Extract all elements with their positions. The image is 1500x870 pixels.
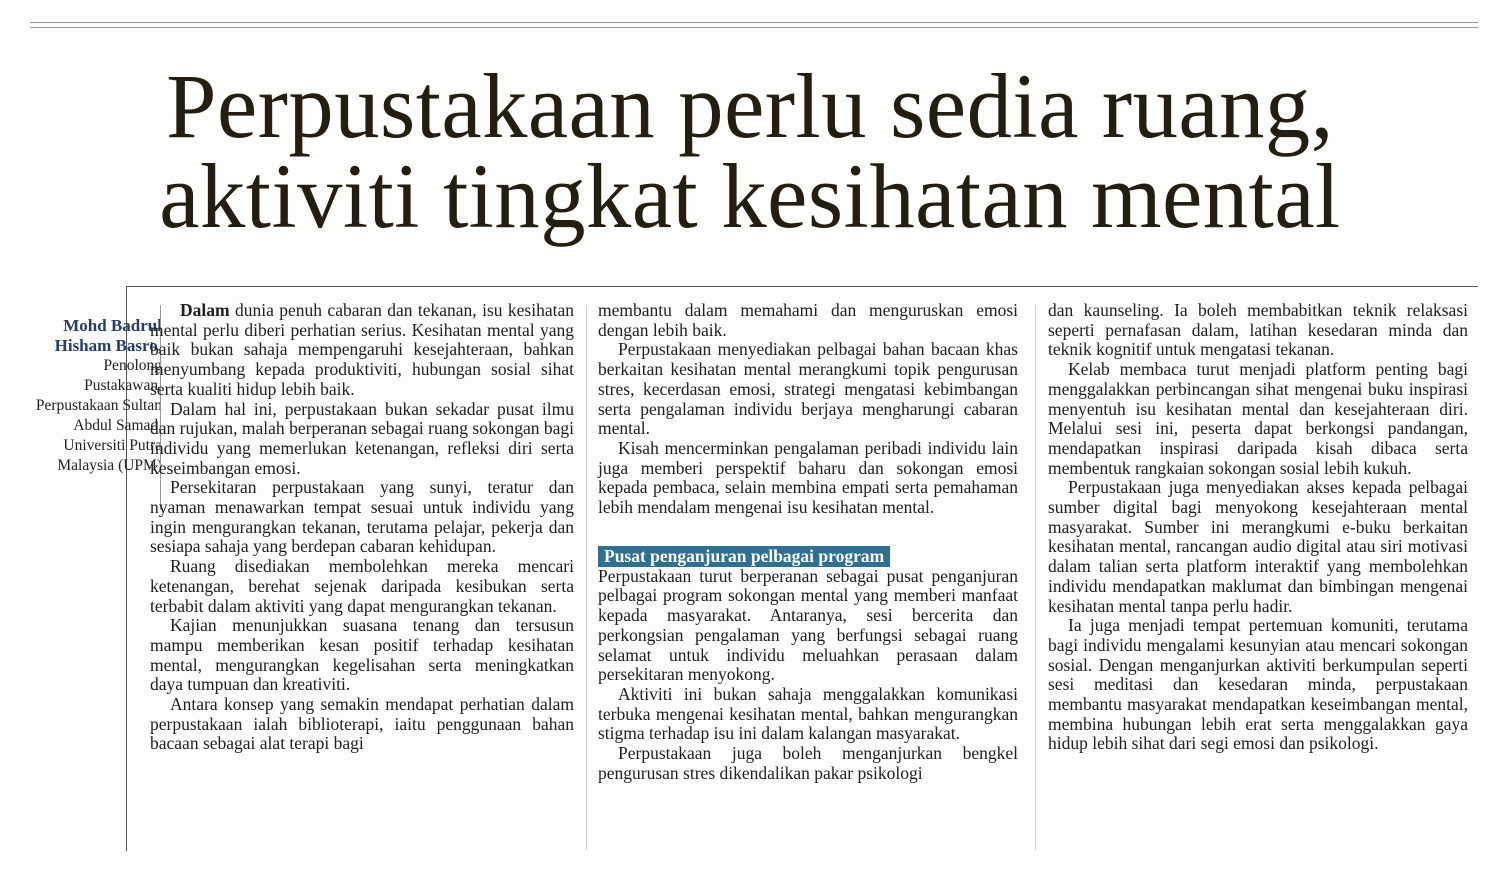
- paragraph: Kisah mencerminkan pengalaman peribadi individu lain juga memberi perspektif baharu dan sokongan emosi kepada pembaca, selain membina empati serta pemahaman lebih mendalam mengenai isu kesihatan mental.: [598, 437, 1018, 518]
- paragraph: Aktiviti ini bukan sahaja menggalakkan komunikasi terbuka mengenai kesihatan mental, bahkan mengurangkan stigma terhadap isu ini dalam kalangan masyarakat.: [598, 683, 1018, 744]
- paragraph: dan kaunseling. Ia boleh membabitkan teknik relaksasi seperti pernafasan dalam, latihan kesedaran minda dan teknik kognitif untuk mengatasi tekanan.: [1048, 300, 1468, 360]
- paragraph: Persekitaran perpustakaan yang sunyi, teratur dan nyaman menawarkan tempat sesuai untuk individu yang ingin mengurangkan tekanan, terutama pelajar, pekerja dan sesiapa sahaja yang berdepan cabaran kehidupan.: [150, 477, 574, 557]
- paragraph: membantu dalam memahami dan menguruskan emosi dengan lebih baik.: [598, 300, 1018, 340]
- headline-line-2: aktiviti tingkat kesihatan mental: [159, 145, 1341, 247]
- frame-rule-horizontal: [126, 286, 1478, 287]
- paragraph: Kajian menunjukkan suasana tenang dan tersusun mampu memberikan kesan positif terhadap kesihatan mental, mengurangkan kegelisahan serta meningkatkan daya tumpuan dan kreativiti.: [150, 615, 574, 695]
- column-divider: [1035, 305, 1036, 850]
- column-divider: [586, 305, 587, 850]
- paragraph-text: dunia penuh cabaran dan tekanan, isu kesihatan mental perlu diberi perhatian serius. Kesihatan mental yang baik bukan sahaja mempengaruhi kesejahteraan, bahkan menyumbang kepada produktiviti, hubungan sosial sihat serta kualiti hidup lebih baik.: [150, 300, 574, 399]
- paragraph: Perpustakaan turut berperanan sebagai pusat penganjuran pelbagai program sokongan mental yang memberi manfaat kepada masyarakat. Antaranya, sesi bercerita dan perkongsian pengalaman yang berfungsi sebagai ruang selamat untuk individu meluahkan perasaan dalam persekitaran menyokong.: [598, 565, 1018, 685]
- headline-line-1: Perpustakaan perlu sedia ruang,: [166, 55, 1334, 157]
- paragraph: Ia juga menjadi tempat pertemuan komuniti, terutama bagi individu mengalami kesunyian atau mencari sokongan sosial. Dengan menganjurkan aktiviti berkumpulan seperti sesi meditasi dan kesedaran minda, perpustakaan membantu masyarakat mendapatkan keseimbangan mental, membina hubungan lebih erat serta menggalakkan gaya hidup lebih sihat dari segi emosi dan psikologi.: [1048, 615, 1468, 754]
- paragraph: Perpustakaan juga menyediakan akses kepada pelbagai sumber digital bagi menyokong kesejahteraan mental masyarakat. Sumber ini merangkumi e-buku berkaitan kesihatan mental, rancangan audio digital atau siri motivasi dalam talian serta platform interaktif yang membolehkan individu mendapatkan maklumat dan bimbingan mengenai kesihatan mental tanpa perlu hadir.: [1048, 477, 1468, 616]
- author-name: Mohd Badrul Hisham Basro,: [54, 316, 162, 355]
- paragraph: [150, 301, 574, 400]
- author-role: Penolong Pustakawan, Perpustakaan Sultan Abdul Samad, Universiti Putra Malaysia (UPM): [35, 357, 162, 474]
- article-column-2: [598, 301, 1018, 783]
- paragraph: Ruang disediakan membolehkan mereka mencari ketenangan, berehat sejenak daripada kesibukan serta terbabit dalam aktiviti yang dapat mengurangkan tekanan.: [150, 556, 574, 616]
- paragraph: Kelab membaca turut menjadi platform penting bagi menggalakkan perbincangan sihat mengenai buku inspirasi menyentuh isu kesihatan mental dan kesejahteraan diri. Melalui sesi ini, peserta dapat berkongsi pandangan, mendapatkan inspirasi daripada kisah dibaca serta membentuk rangkaian sokongan sosial lebih kukuh.: [1048, 359, 1468, 478]
- lead-word: Dalam: [180, 300, 230, 320]
- paragraph: Perpustakaan menyediakan pelbagai bahan bacaan khas berkaitan kesihatan mental merangkumi topik pengurusan stres, kecerdasan emosi, strategi mengatasi kebimbangan serta pengalaman individu berjaya mengharungi cabaran mental.: [598, 339, 1018, 439]
- paragraph: Dalam hal ini, perpustakaan bukan sekadar pusat ilmu dan rujukan, malah berperanan sebagai ruang sokongan bagi individu yang memerlukan ketenangan, refleksi diri serta keseimbangan emosi.: [150, 398, 574, 478]
- section-subheading: Pusat penganjuran pelbagai program: [598, 546, 890, 567]
- top-rule: [30, 27, 1478, 28]
- article-column-1: [150, 301, 574, 754]
- paragraph: Perpustakaan juga boleh menganjurkan bengkel pengurusan stres dikendalikan pakar psikologi: [598, 743, 1018, 783]
- byline: [22, 316, 162, 476]
- paragraph: Antara konsep yang semakin mendapat perhatian dalam perpustakaan ialah biblioterapi, iaitu penggunaan bahan bacaan sebagai alat terapi bagi: [150, 694, 574, 754]
- article-column-3: [1048, 301, 1468, 754]
- top-rule: [30, 22, 1478, 23]
